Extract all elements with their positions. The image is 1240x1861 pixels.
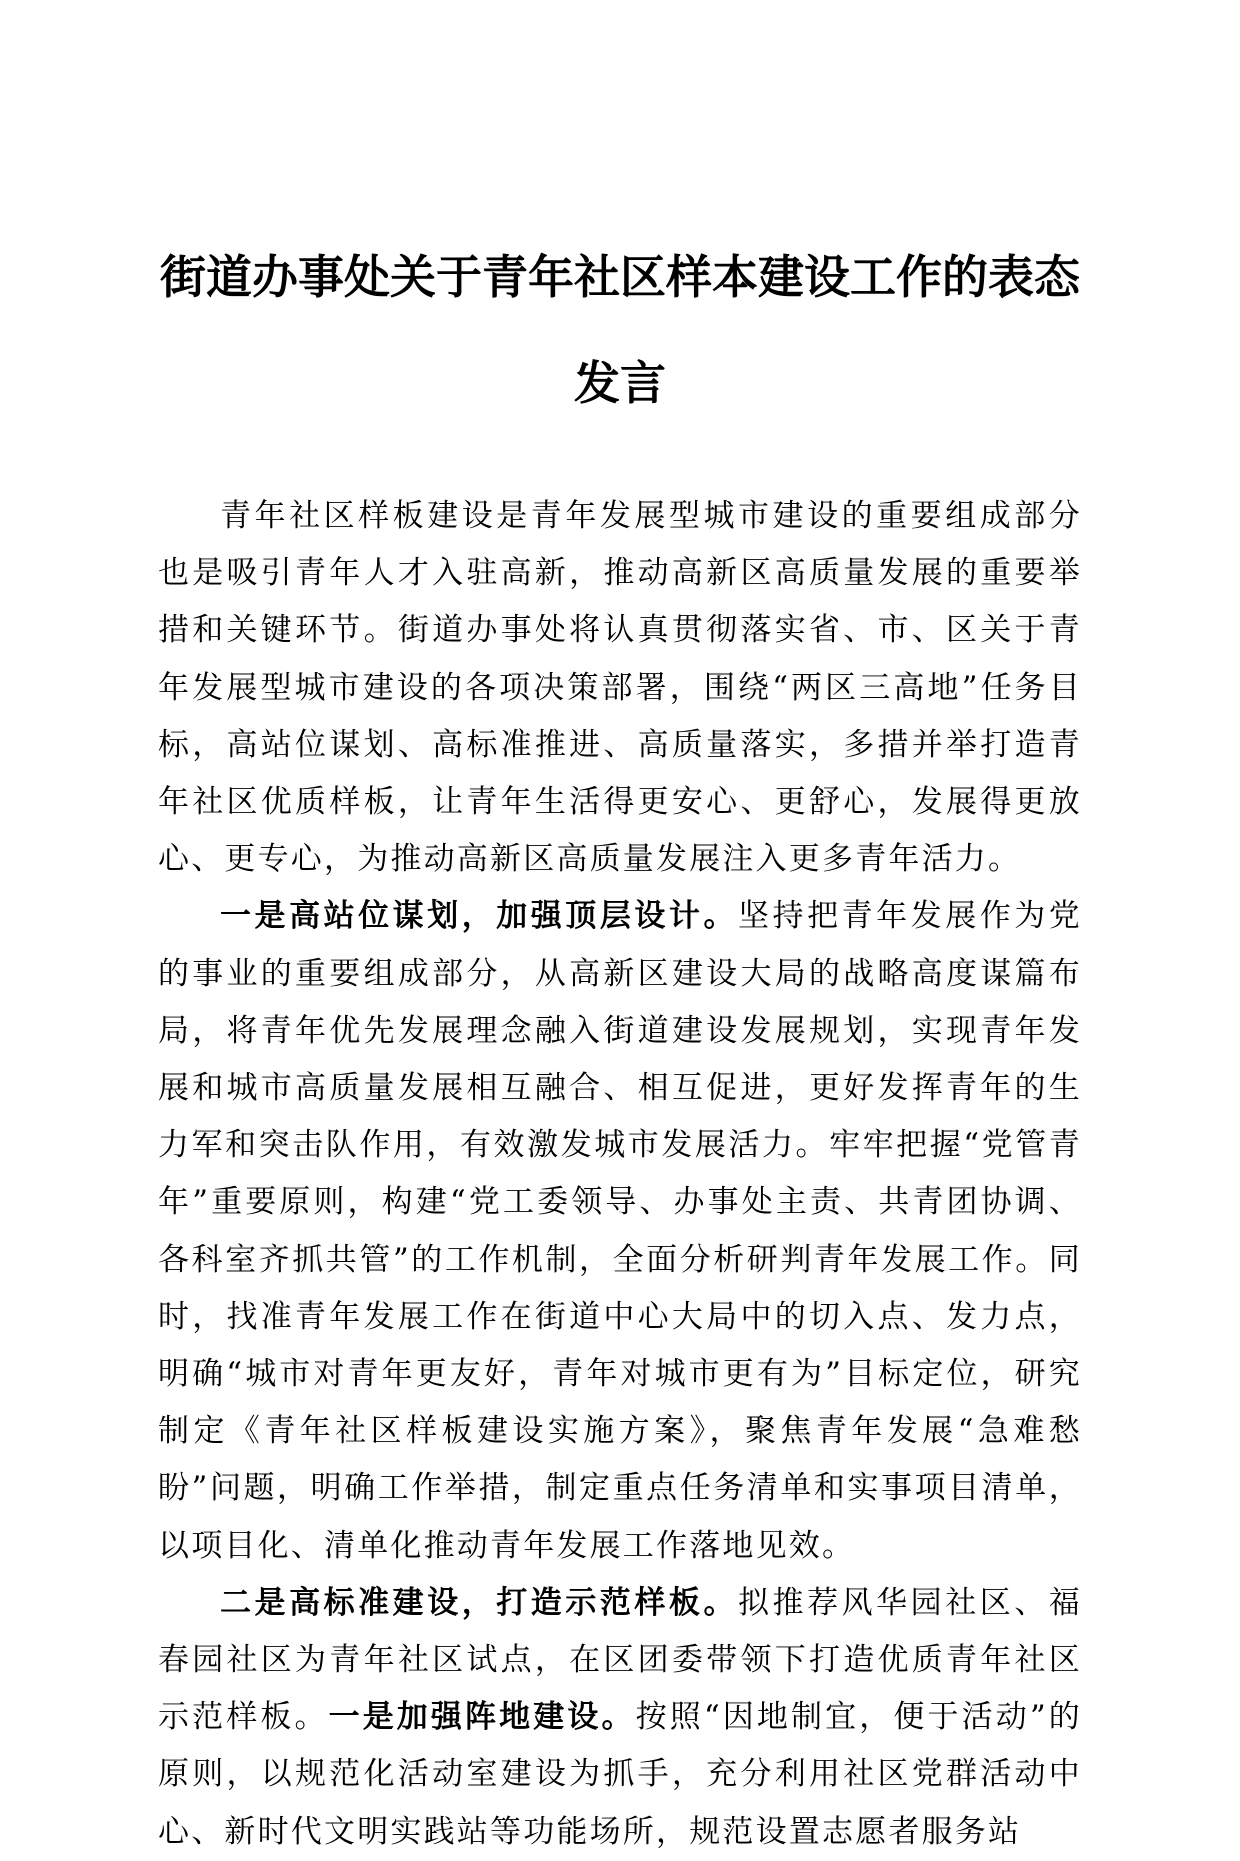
- paragraph-text: 按照“因地制宜，便于活动”的原则，以规范化活动室建设为抓手，充分利用社区党群活动中心、新时代文明实践站等功能场所，规范设置志愿者服务站: [158, 1699, 1082, 1850]
- paragraph-sub-lead: 一是加强阵地建设。: [328, 1699, 636, 1736]
- paragraph-text: 坚持把青年发展作为党的事业的重要组成部分，从高新区建设大局的战略高度谋篇布局，将青年优先发展理念融入街道建设发展规划，实现青年发展和城市高质量发展相互融合、相互促进，更好发挥青年的生力军和突击队作用，有效激发城市发展活力。牢牢把握“党管青年”重要原则，构建“党工委领导、办事处主责、共青团协调、各科室齐抓共管”的工作机制，全面分析研判青年发展工作。同时，找准青年发展工作在街道中心大局中的切入点、发力点，明确“城市对青年更友好，青年对城市更有为”目标定位，研究制定《青年社区样板建设实施方案》，聚焦青年发展“急难愁盼”问题，明确工作举措，制定重点任务清单和实事项目清单，以项目化、清单化推动青年发展工作落地见效。: [158, 898, 1082, 1564]
- paragraph-point-1: [158, 888, 1082, 1574]
- paragraph-lead: 二是高标准建设，打造示范样板。: [220, 1584, 738, 1621]
- paragraph-text: 拟推荐风华园社区、福春园社区为青年社区试点，在区团委带领下打造优质青年社区示范样板。: [158, 1584, 1082, 1736]
- title-line-2: 发言: [574, 356, 666, 410]
- paragraph-text: 青年社区样板建设是青年发展型城市建设的重要组成部分也是吸引青年人才入驻高新，推动高新区高质量发展的重要举措和关键环节。街道办事处将认真贯彻落实省、市、区关于青年发展型城市建设的各项决策部署，围绕“两区三高地”任务目标，高站位谋划、高标准推进、高质量落实，多措并举打造青年社区优质样板，让青年生活得更安心、更舒心，发展得更放心、更专心，为推动高新区高质量发展注入更多青年活力。: [158, 498, 1082, 878]
- paragraph-intro: [158, 488, 1082, 888]
- document-page: [158, 0, 1082, 1861]
- title-line-1: 街道办事处关于青年社区样本建设工作的表态: [160, 250, 1080, 304]
- paragraph-lead: 一是高站位谋划，加强顶层设计。: [220, 898, 738, 935]
- document-title: [158, 0, 1082, 436]
- paragraph-point-2: [158, 1575, 1082, 1861]
- document-body: [158, 488, 1082, 1861]
